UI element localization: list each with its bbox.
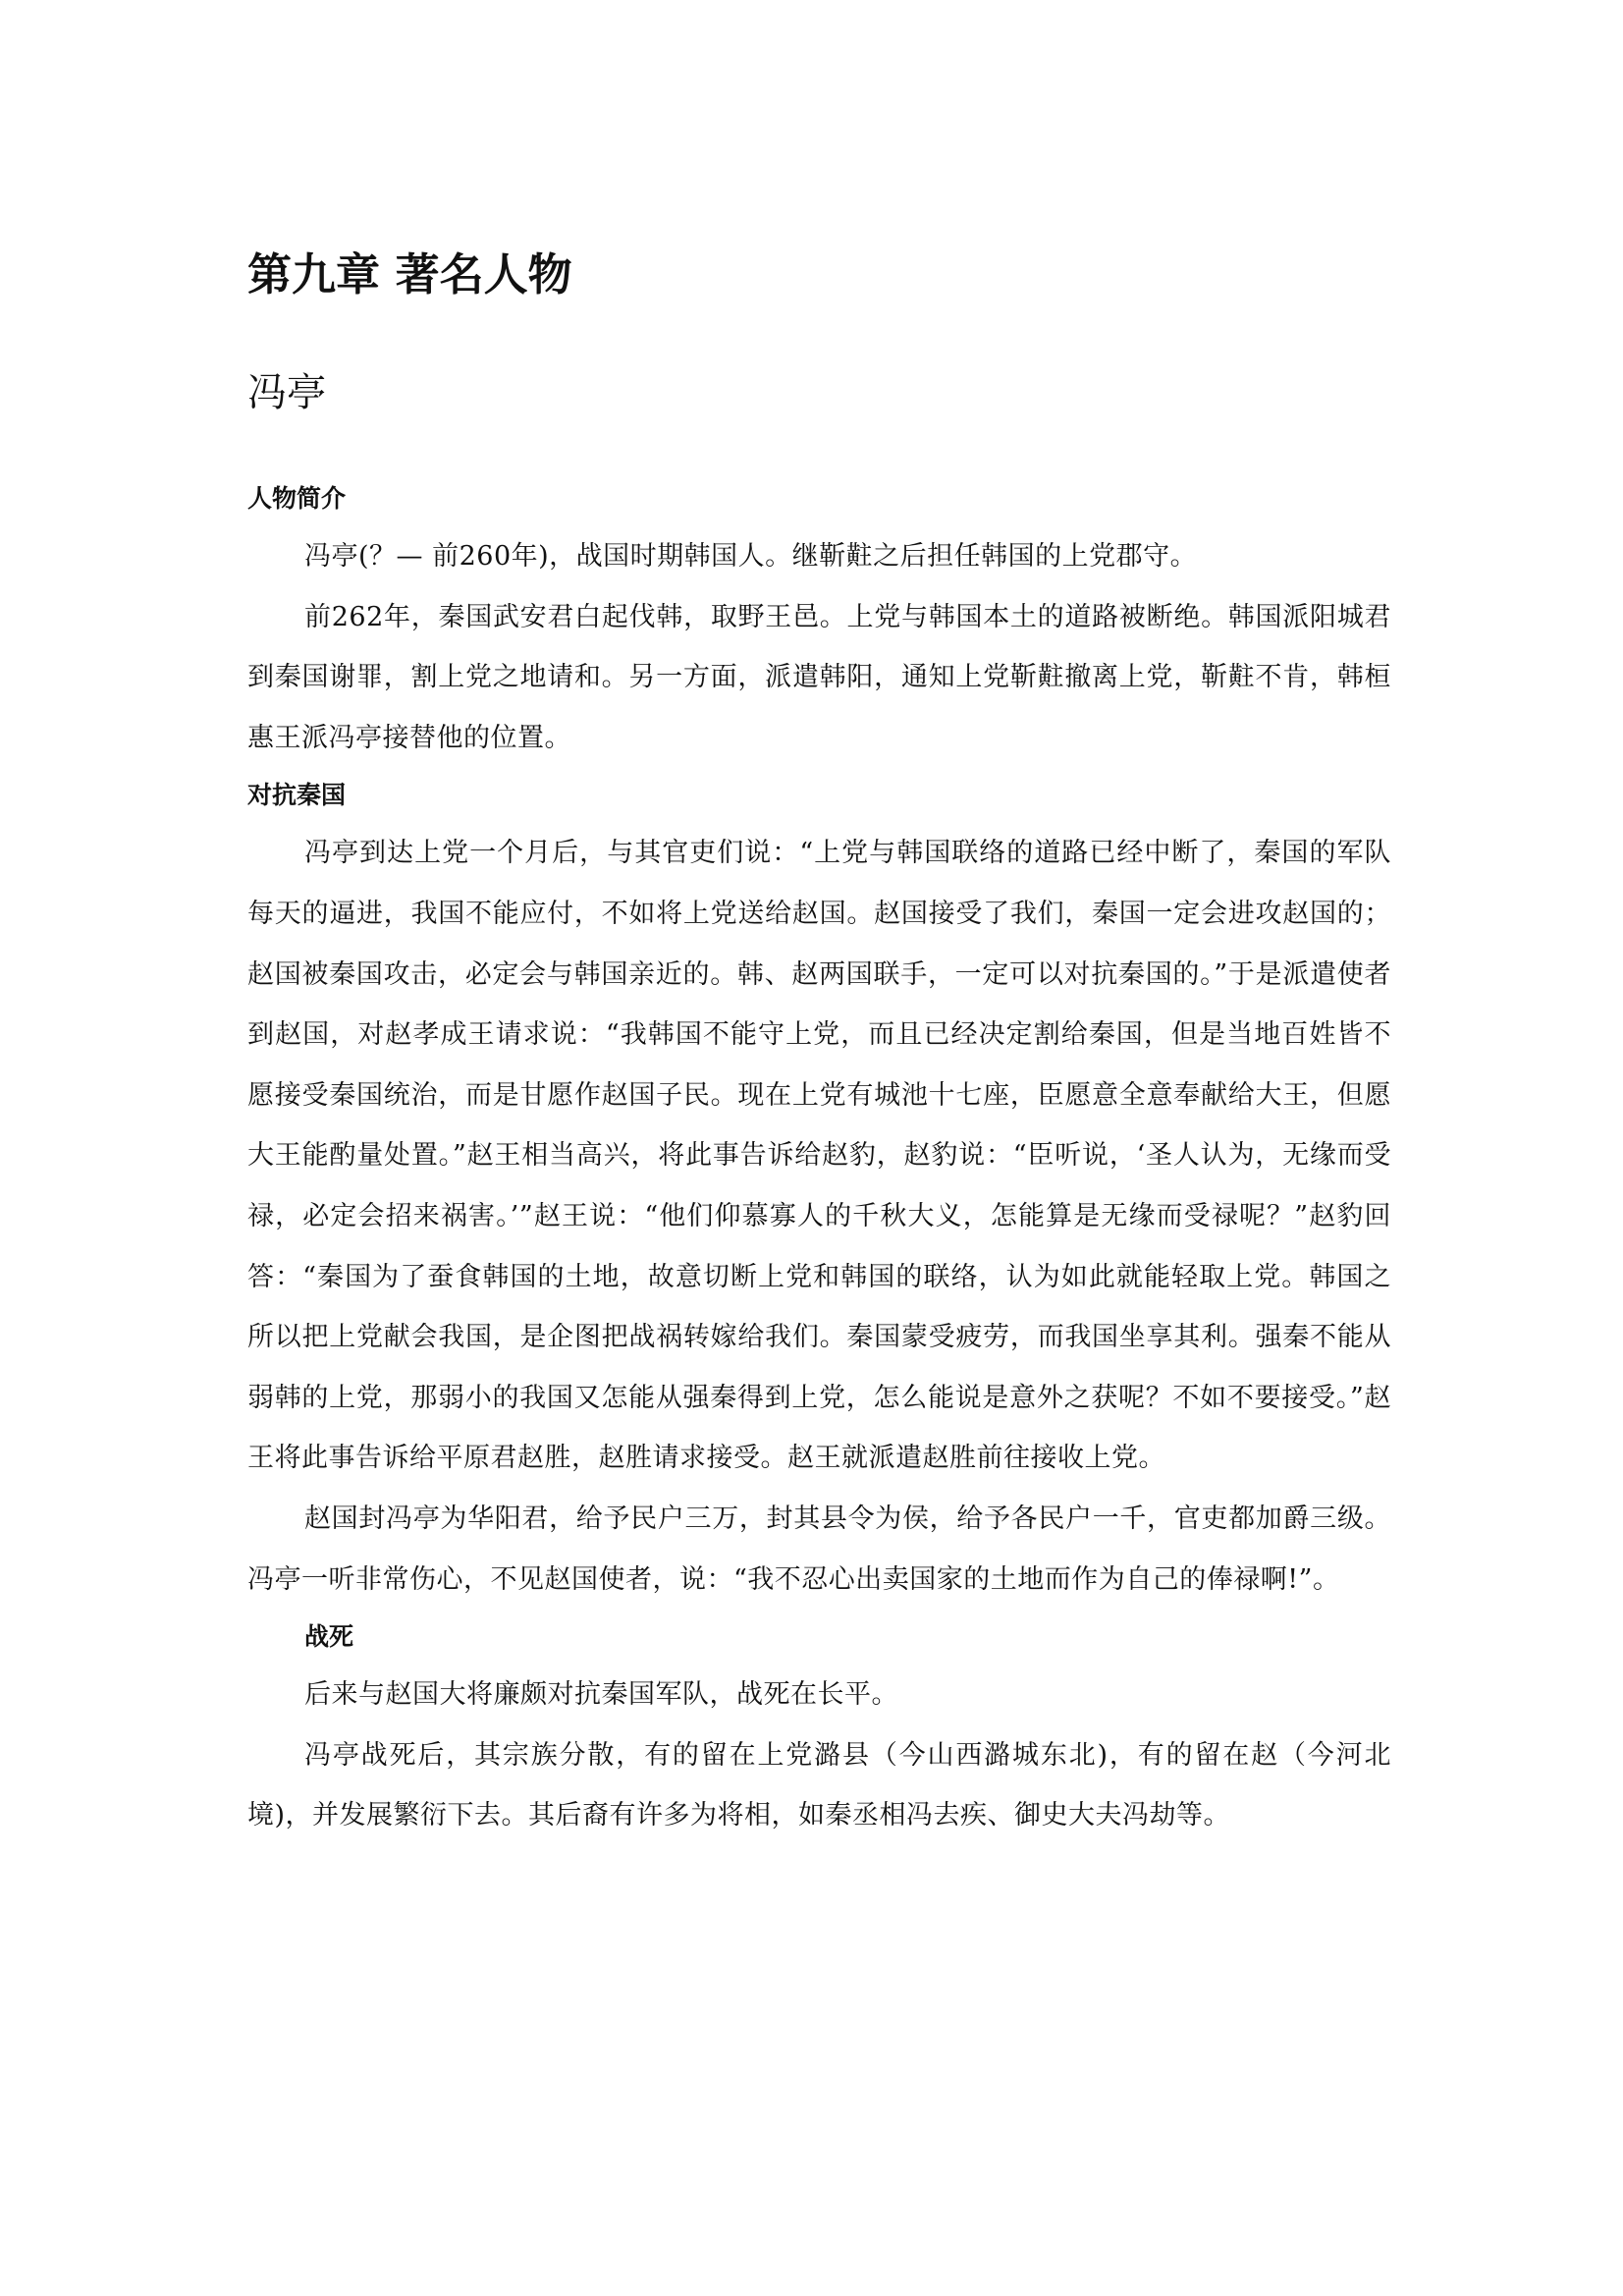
paragraph: 冯亭(？— 前260年)，战国时期韩国人。继靳黈之后担任韩国的上党郡守。	[304, 541, 1198, 572]
paragraph: 冯亭到达上党一个月后，与其官吏们说：“上党与韩国联络的道路已经中断了，秦国的军队每天的逼进，我国不能应付，不如将上党送给赵国。赵国接受了我们，秦国一定会进攻赵国的；赵国被秦国攻击，必定会与韩国亲近的。韩、赵两国联手，一定可以对抗秦国的。”于是派遣使者到赵国，对赵孝成王请求说：“我韩国不能守上党，而且已经决定割给秦国，但是当地百姓皆不愿接受秦国统治，而是甘愿作赵国子民。现在上党有城池十七座，臣愿意全意奉献给大王，但愿大王能酌量处置。”赵王相当高兴，将此事告诉给赵豹，赵豹说：“臣听说，‘圣人认为，无缘而受禄，必定会招来祸害。’”赵王说：“他们仰慕寡人的千秋大义，怎能算是无缘而受禄呢？”赵豹回答：“秦国为了蚕食韩国的土地，故意切断上党和韩国的联络，认为如此就能轻取上党。韩国之所以把上党献会我国，是企图把战祸转嫁给我们。秦国蒙受疲劳，而我国坐享其利。强秦不能从弱韩的上党，那弱小的我国又怎能从强秦得到上党，怎么能说是意外之获呢？不如不要接受。”赵王将此事告诉给平原君赵胜，赵胜请求接受。赵王就派遣赵胜前往接收上党。	[247, 838, 1391, 1474]
section-heading-intro: 人物简介	[247, 484, 347, 513]
article-body	[247, 471, 1391, 1846]
paragraph: 赵国封冯亭为华阳君，给予民户三万，封其县令为侯，给予各民户一千，官吏都加爵三级。冯亭一听非常伤心，不见赵国使者，说：“我不忍心出卖国家的土地而作为自己的俸禄啊!”。	[247, 1503, 1391, 1595]
paragraph: 前262年，秦国武安君白起伐韩，取野王邑。上党与韩国本土的道路被断绝。韩国派阳城君到秦国谢罪，割上党之地请和。另一方面，派遣韩阳，通知上党靳黈撤离上党，靳黈不肯，韩桓惠王派冯亭接替他的位置。	[247, 601, 1391, 753]
section-heading-death: 战死	[304, 1622, 354, 1652]
chapter-title: 第九章 著名人物	[247, 248, 572, 301]
person-name-heading: 冯亭	[247, 370, 326, 415]
paragraph: 后来与赵国大将廉颇对抗秦国军队，战死在长平。	[304, 1679, 898, 1711]
section-heading-resist: 对抗秦国	[247, 781, 347, 810]
paragraph: 冯亭战死后，其宗族分散，有的留在上党潞县（今山西潞城东北)，有的留在赵（今河北境)，并发展繁衍下去。其后裔有许多为将相，如秦丞相冯去疾、御史大夫冯劫等。	[247, 1739, 1391, 1831]
